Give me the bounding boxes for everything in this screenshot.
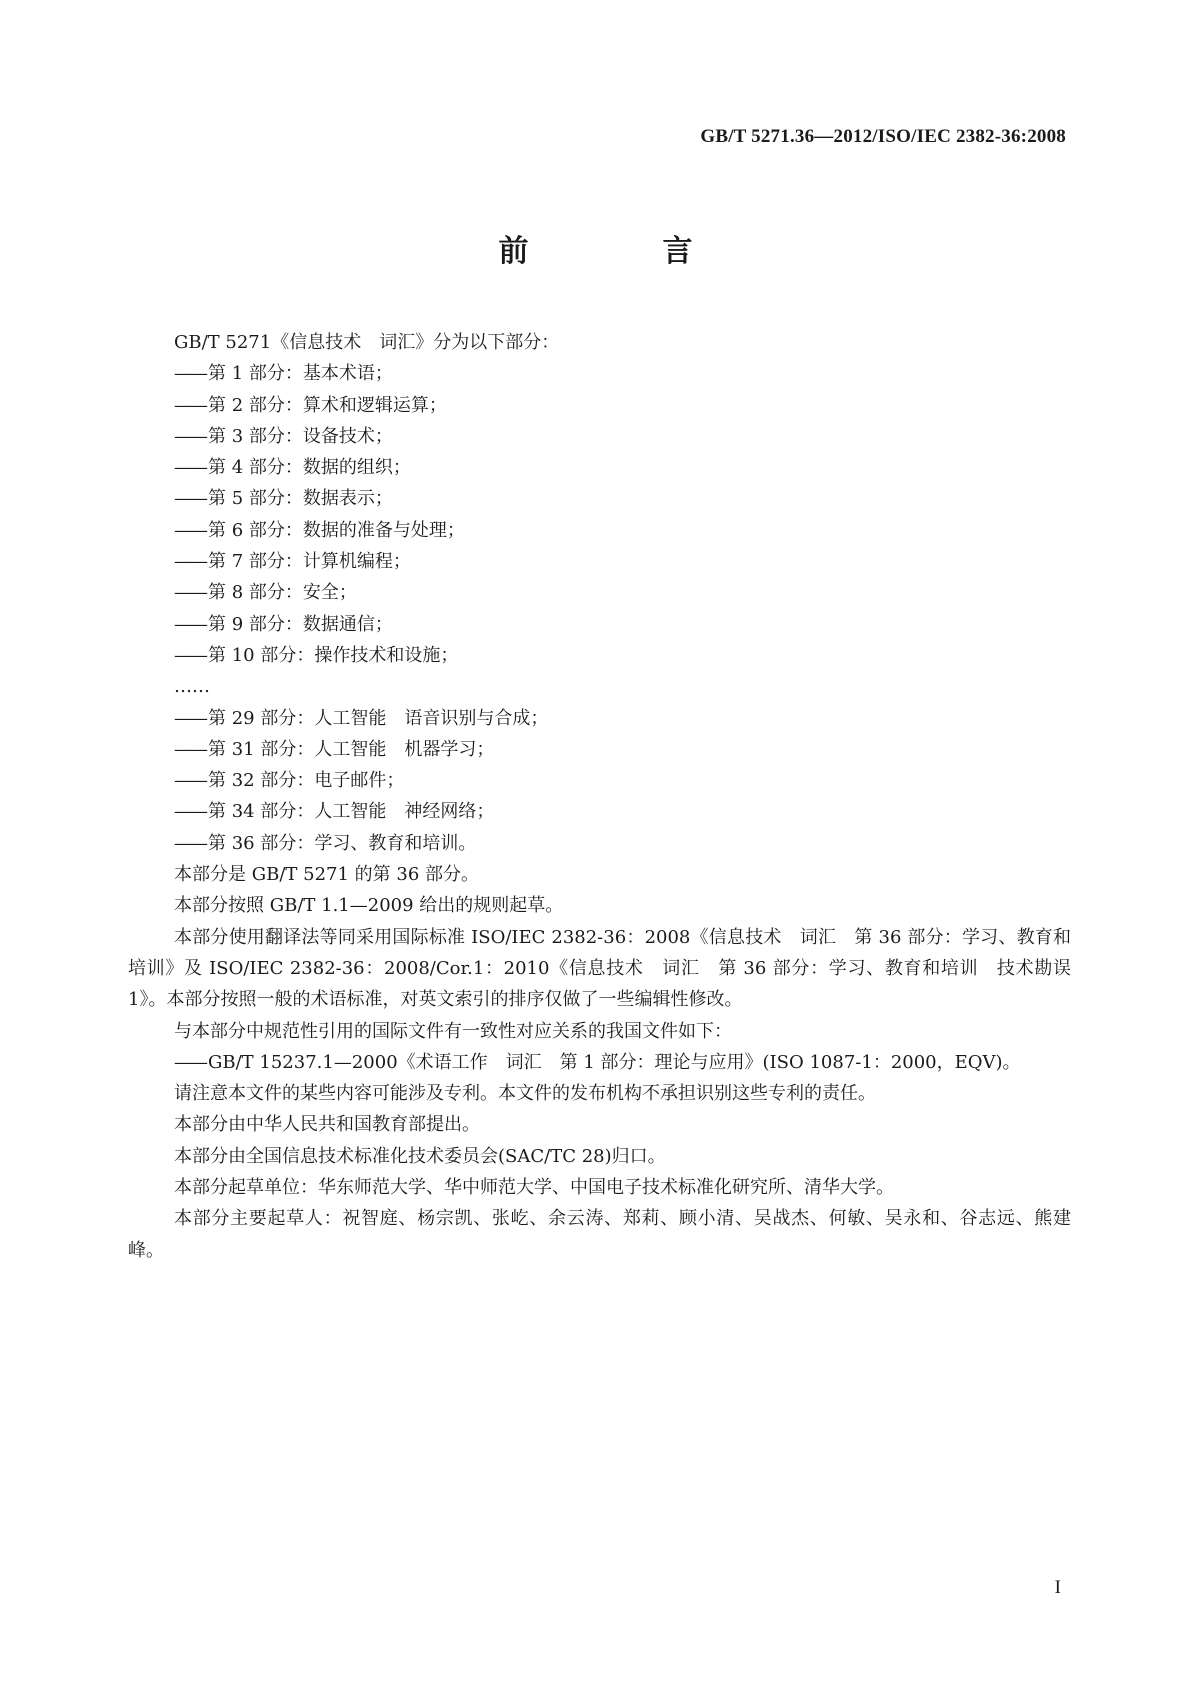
paragraph: 本部分由中华人民共和国教育部提出。 bbox=[174, 1114, 480, 1136]
paragraph: 本部分按照 GB/T 1.1—2009 给出的规则起草。 bbox=[174, 895, 564, 917]
page-number: I bbox=[1054, 1577, 1061, 1598]
dash-mark: —— bbox=[174, 551, 206, 573]
paragraph: 与本部分中规范性引用的国际文件有一致性对应关系的我国文件如下： bbox=[174, 1020, 732, 1042]
dash-mark: —— bbox=[174, 488, 206, 510]
foreword-body bbox=[128, 327, 1071, 1266]
standard-number: GB/T 5271.36—2012/ISO/IEC 2382-36:2008 bbox=[700, 126, 1066, 147]
list-item: —— 第 8 部分：安全； bbox=[128, 577, 1071, 608]
page-title: 前 言 bbox=[498, 234, 745, 269]
list-item: —— 第 7 部分：计算机编程； bbox=[128, 546, 1071, 577]
dash-mark: —— bbox=[174, 363, 206, 385]
list-item: —— 第 2 部分：算术和逻辑运算； bbox=[128, 390, 1071, 421]
dash-mark: —— bbox=[174, 1051, 206, 1073]
list-item: —— 第 29 部分：人工智能 语音识别与合成； bbox=[128, 703, 1071, 734]
dash-mark: —— bbox=[174, 457, 206, 479]
dash-mark: —— bbox=[174, 519, 206, 541]
paragraph: 本部分使用翻译法等同采用国际标准 ISO/IEC 2382-36：2008《信息技术 词汇 第 36 部分：学习、教育和培训》及 ISO/IEC 2382-36：2008/Cor.1：2010《信息技术 词汇 第 36 部分：学习、教育和培训 技术勘误 1》。本部分按照一般的术语标准，对英文索引的排序仅做了一些编辑性修改。 bbox=[128, 926, 1071, 1011]
dash-mark: —— bbox=[174, 738, 206, 760]
list-item: —— 第 6 部分：数据的准备与处理； bbox=[128, 515, 1071, 546]
paragraph: 本部分主要起草人：祝智庭、杨宗凯、张屹、余云涛、郑莉、顾小清、吴战杰、何敏、吴永和、谷志远、熊建峰。 bbox=[128, 1208, 1071, 1261]
dash-mark: —— bbox=[174, 613, 206, 635]
list-item: —— 第 32 部分：电子邮件； bbox=[128, 765, 1071, 796]
intro-line: GB/T 5271《信息技术 词汇》分为以下部分： bbox=[174, 332, 560, 353]
list-item: —— 第 1 部分：基本术语； bbox=[128, 358, 1071, 389]
list-item: —— 第 5 部分：数据表示； bbox=[128, 483, 1071, 514]
list-item: —— GB/T 15237.1—2000《术语工作 词汇 第 1 部分：理论与应用》(ISO 1087-1：2000，EQV)。 bbox=[128, 1047, 1071, 1078]
list-item: —— 第 34 部分：人工智能 神经网络； bbox=[128, 796, 1071, 827]
dash-mark: —— bbox=[174, 770, 206, 792]
dash-mark: —— bbox=[174, 394, 206, 416]
list-item: —— 第 10 部分：操作技术和设施； bbox=[128, 640, 1071, 671]
dash-mark: —— bbox=[174, 801, 206, 823]
paragraph: 请注意本文件的某些内容可能涉及专利。本文件的发布机构不承担识别这些专利的责任。 bbox=[174, 1083, 876, 1105]
list-item: —— 第 3 部分：设备技术； bbox=[128, 421, 1071, 452]
list-item: —— 第 31 部分：人工智能 机器学习； bbox=[128, 734, 1071, 765]
dash-mark: —— bbox=[174, 832, 206, 854]
list-item: —— 第 4 部分：数据的组织； bbox=[128, 452, 1071, 483]
dash-mark: —— bbox=[174, 707, 206, 729]
paragraph: 本部分是 GB/T 5271 的第 36 部分。 bbox=[174, 864, 479, 886]
dash-mark: —— bbox=[174, 425, 206, 447]
dash-mark: —— bbox=[174, 644, 206, 666]
dash-mark: —— bbox=[174, 582, 206, 604]
paragraph: 本部分起草单位：华东师范大学、华中师范大学、中国电子技术标准化研究所、清华大学。 bbox=[174, 1177, 894, 1199]
list-item: —— 第 36 部分：学习、教育和培训。 bbox=[128, 828, 1071, 859]
list-item: —— 第 9 部分：数据通信； bbox=[128, 609, 1071, 640]
paragraph: 本部分由全国信息技术标准化技术委员会(SAC/TC 28)归口。 bbox=[174, 1145, 666, 1167]
ellipsis: …… bbox=[174, 676, 210, 698]
